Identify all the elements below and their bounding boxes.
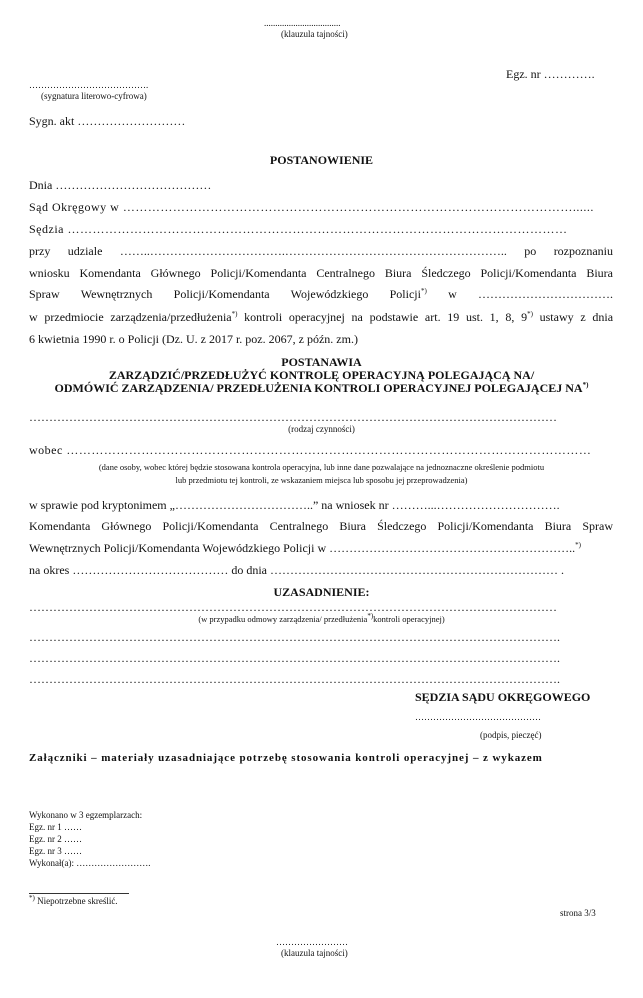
participation-line: przy udziale ……..…………………………….……………………………………………….. po rozpoznaniu — [29, 244, 613, 258]
footnote-mark: *) — [420, 287, 427, 295]
footer-clause-label: (klauzula tajności) — [281, 948, 348, 958]
period-line: na okres ………………………………… do dnia ……………………………………………………………… . — [29, 563, 564, 577]
court-field: Sąd Okręgowy w ………………………………………………………………………………………………...... — [29, 200, 594, 214]
header-clause-label: (klauzula tajności) — [281, 29, 348, 39]
page-number: strona 3/3 — [560, 908, 596, 918]
signature-code-label: (sygnatura literowo-cyfrowa) — [41, 91, 147, 101]
justification-dots-4: ……………………………………………………………………………………………………………………. — [29, 672, 560, 686]
subject-line — [29, 310, 613, 325]
copy-1: Egz. nr 1 …… — [29, 822, 82, 832]
justification-note-b: kontroli operacyjnej) — [373, 614, 445, 624]
justification-note — [0, 614, 643, 624]
subject-text-c: ustawy z dnia — [539, 310, 613, 324]
copies-title: Wykonano w 3 egzemplarzach: — [29, 810, 143, 820]
prepared-by: Wykonał(a): ……………………. — [29, 858, 151, 868]
justification-dots-1: …………………………………………………………………………………………………………………… — [29, 600, 557, 614]
subject-text-b: kontroli operacyjnej na podstawie art. 19 ust. 1, 8, 9 — [244, 310, 528, 324]
footnote-mark: *) — [29, 894, 35, 902]
date-field: Dnia ………………………………… — [29, 178, 212, 192]
footnote-text: Niepotrzebne skreślić. — [37, 896, 118, 906]
activity-dots: …………………………………………………………………………………………………………………… — [29, 410, 557, 424]
case-reference: Sygn. akt ……………………… — [29, 114, 186, 128]
page-title: POSTANOWIENIE — [269, 153, 374, 167]
decision-line-2 — [0, 381, 643, 396]
internal-affairs-line — [29, 541, 581, 556]
request-line: wniosku Komendanta Głównego Policji/Komendanta Centralnego Biura Śledczego Policji/Komendanta Biura — [29, 266, 613, 280]
decision-heading: POSTANAWIA — [281, 355, 362, 369]
header-clause-dots: .................................. — [264, 18, 341, 28]
target-note-1: (dane osoby, wobec której będzie stosowana kontrola operacyjna, lub inne dane pozwalające na jednoznaczne określenie podmiotu — [98, 462, 545, 472]
attachments-line: Załączniki – materiały uzasadniające potrzebę stosowania kontroli operacyjnej – z wykazem — [29, 752, 543, 764]
judge-signature-title: SĘDZIA SĄDU OKRĘGOWEGO — [415, 690, 591, 704]
footnote — [29, 896, 118, 906]
copy-number: Egz. nr …………. — [506, 67, 595, 81]
affairs-line-text: Spraw Wewnętrznych Policji/Komendanta Wojewódzkiego Policji — [29, 287, 421, 301]
footer-clause-dots: …………………… — [276, 937, 348, 947]
decision-line-2-text: ODMÓWIĆ ZARZĄDZENIA/ PRZEDŁUŻENIA KONTROLI OPERACYJNEJ POLEGAJĄCEJ NA — [54, 381, 583, 395]
footnote-mark: *) — [527, 310, 533, 318]
judge-field: Sędzia ………………………………………………………………………………………………………… — [29, 222, 568, 236]
justification-heading: UZASADNIENIE: — [273, 585, 370, 599]
justification-dots-3: ……………………………………………………………………………………………………………………. — [29, 651, 560, 665]
copy-3: Egz. nr 3 …… — [29, 846, 82, 856]
footnote-mark: *) — [231, 310, 238, 318]
justification-note-a: (w przypadku odmowy zarządzenia/ przedłużenia — [198, 614, 368, 624]
footnote-divider — [29, 893, 129, 894]
judge-signature-dots: …………………………………… — [415, 712, 541, 722]
affairs-line — [29, 287, 613, 302]
internal-affairs-text: Wewnętrznych Policji/Komendanta Wojewódzkiego Policji w …………………………………………………….. — [29, 541, 576, 555]
copy-2: Egz. nr 2 …… — [29, 834, 82, 844]
affairs-line-place: w ……………………………. — [448, 287, 613, 301]
signature-code-dots: …………………………………. — [29, 80, 149, 90]
commander-line: Komendanta Głównego Policji/Komendanta Centralnego Biura Śledczego Policji/Komendanta Biura Spraw — [29, 519, 613, 533]
judge-signature-label: (podpis, pieczęć) — [480, 730, 542, 740]
footnote-mark: *) — [575, 541, 581, 549]
subject-text-a: w przedmiocie zarządzenia/przedłużenia — [29, 310, 232, 324]
footnote-mark: *) — [582, 381, 589, 389]
justification-dots-2: ……………………………………………………………………………………………………………………. — [29, 630, 560, 644]
act-reference: 6 kwietnia 1990 r. o Policji (Dz. U. z 2017 r. poz. 2067, z późn. zm.) — [29, 332, 358, 346]
footnote-mark: *) — [367, 612, 374, 621]
target-field: wobec ……………………………………………………………………………………………………………… — [29, 443, 592, 457]
activity-label: (rodzaj czynności) — [288, 424, 355, 434]
target-note-2: lub przedmiotu tej kontroli, ze wskazaniem miejsca lub sposobu jej przeprowadzenia) — [175, 475, 468, 485]
codename-line: w sprawie pod kryptonimem „……………………………..” na wniosek nr ………...…………………………. — [29, 498, 560, 512]
decision-line-1: ZARZĄDZIĆ/PRZEDŁUŻYĆ KONTROLĘ OPERACYJNĄ POLEGAJĄCĄ NA/ — [108, 368, 535, 382]
